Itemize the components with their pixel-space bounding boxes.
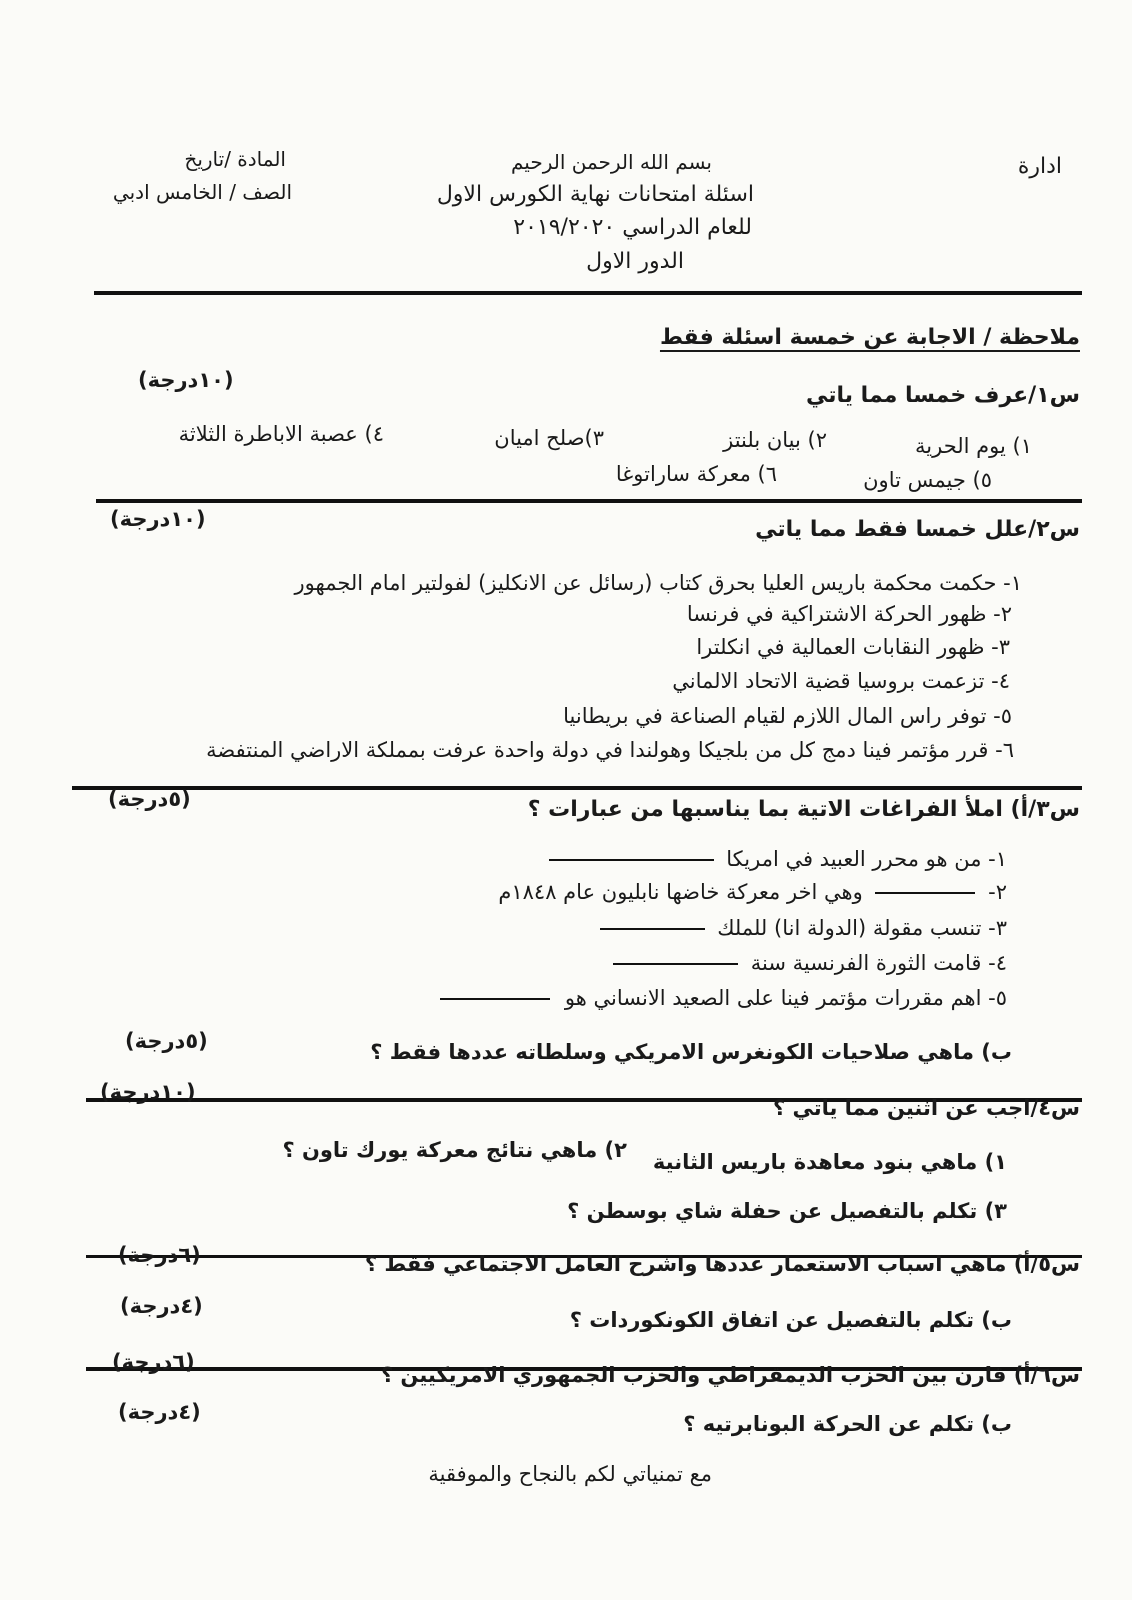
q2-item: ٦- قرر مؤتمر فينا دمج كل من بلجيكا وهولندا في دولة واحدة عرفت بمملكة الاراضي المنتفضة [206,738,1014,762]
q2-item: ٥- توفر راس المال اللازم لقيام الصناعة في بريطانيا [563,704,1012,728]
q3-part-b: ب) ماهي صلاحيات الكونغرس الامريكي وسلطاته عددها فقط ؟ [370,1040,1012,1064]
q1-marks: (١٠درجة) [138,368,234,392]
q3-item-text: ١- من هو محرر العبيد في امريكا [726,847,1007,871]
q1-item: ٤) عصبة الاباطرة الثلاثة [178,422,384,446]
q3-title: س٣/أ) املأ الفراغات الاتية بما يناسبها من عبارات ؟ [527,797,1080,822]
q1-item: ١) يوم الحرية [915,434,1032,458]
q6-marks-a: (٦درجة) [112,1350,195,1374]
q6-part-b: ب) تكلم عن الحركة البونابرتيه ؟ [683,1412,1012,1436]
q2-item: ١- حكمت محكمة باريس العليا بحرق كتاب (رسائل عن الانكليز) لفولتير امام الجمهور [294,571,1022,595]
q4-item: ٣) تكلم بالتفصيل عن حفلة شاي بوسطن ؟ [567,1199,1007,1223]
basmala: بسم الله الرحمن الرحيم [510,150,712,174]
q3-item-text: ٥- اهم مقررات مؤتمر فينا على الصعيد الانساني هو [564,986,1007,1010]
q3-item-4 [613,953,1007,974]
q3-marks-b: (٥درجة) [125,1029,208,1053]
exam-title: اسئلة امتحانات نهاية الكورس الاول [436,182,754,207]
q5-part-b: ب) تكلم بالتفصيل عن اتفاق الكونكوردات ؟ [569,1308,1012,1332]
exam-note: ملاحظة / الاجابة عن خمسة اسئلة فقط [659,325,1080,350]
answer-blank [613,963,738,965]
q2-item: ٣- ظهور النقابات العمالية في انكلترا [696,635,1010,659]
q5-marks-b: (٤درجة) [120,1294,203,1318]
q1-title: س١/عرف خمسا مما ياتي [805,383,1080,408]
q1-item: ٣)صلح اميان [494,426,604,450]
q5-part-a: س٥/أ) ماهي اسباب الاستعمار عددها واشرح العامل الاجتماعي فقط ؟ [364,1252,1080,1276]
q3-item-text: وهي اخر معركة خاضها نابليون عام ١٨٤٨م [498,880,863,904]
administration-label: ادارة [1017,154,1062,179]
q1-item: ٦) معركة ساراتوغا [615,462,777,486]
q3-item-text: ٣- تنسب مقولة (الدولة انا) للملك [717,916,1007,940]
divider [72,786,1082,790]
q3-item-number: ٢- [988,880,1007,904]
grade-label: الصف / الخامس ادبي [112,180,292,204]
q6-part-a: س٦/أ) قارن بين الحزب الديمقراطي والحزب الجمهوري الامريكيين ؟ [380,1363,1080,1387]
q4-marks: (١٠درجة) [100,1080,196,1104]
q6-marks-b: (٤درجة) [118,1400,201,1424]
q3-item-2 [498,882,1007,903]
answer-blank [875,892,975,894]
q2-item: ٢- ظهور الحركة الاشتراكية في فرنسا [686,602,1012,626]
divider [94,291,1082,295]
q4-item: ٢) ماهي نتائج معركة يورك تاون ؟ [282,1138,627,1162]
q5-marks-a: (٦درجة) [118,1243,201,1267]
closing-wishes: مع تمنياتي لكم بالنجاح والموفقية [428,1462,712,1486]
q3-item-5 [440,988,1007,1009]
q2-title: س٢/علل خمسا فقط مما ياتي [755,517,1080,542]
subject-label: المادة /تاريخ [184,147,286,171]
q1-item: ٥) جيمس تاون [863,468,992,492]
q4-item: ١) ماهي بنود معاهدة باريس الثانية [652,1150,1007,1174]
answer-blank [440,998,550,1000]
q4-title: س٤/اجب عن اثنين مما ياتي ؟ [772,1096,1080,1120]
q3-item-text: ٤- قامت الثورة الفرنسية سنة [750,951,1007,975]
q2-marks: (١٠درجة) [110,507,206,531]
q3-item-1 [549,849,1007,870]
q2-item: ٤- تزعمت بروسيا قضية الاتحاد الالماني [672,669,1010,693]
q3-marks-a: (٥درجة) [108,787,191,811]
exam-round: الدور الاول [586,249,684,274]
q1-item: ٢) بيان بلنتز [723,428,827,452]
q3-item-3 [600,918,1008,939]
answer-blank [600,928,705,930]
divider [96,499,1082,503]
answer-blank [549,859,714,861]
academic-year: للعام الدراسي ٢٠١٩/٢٠٢٠ [513,215,752,240]
